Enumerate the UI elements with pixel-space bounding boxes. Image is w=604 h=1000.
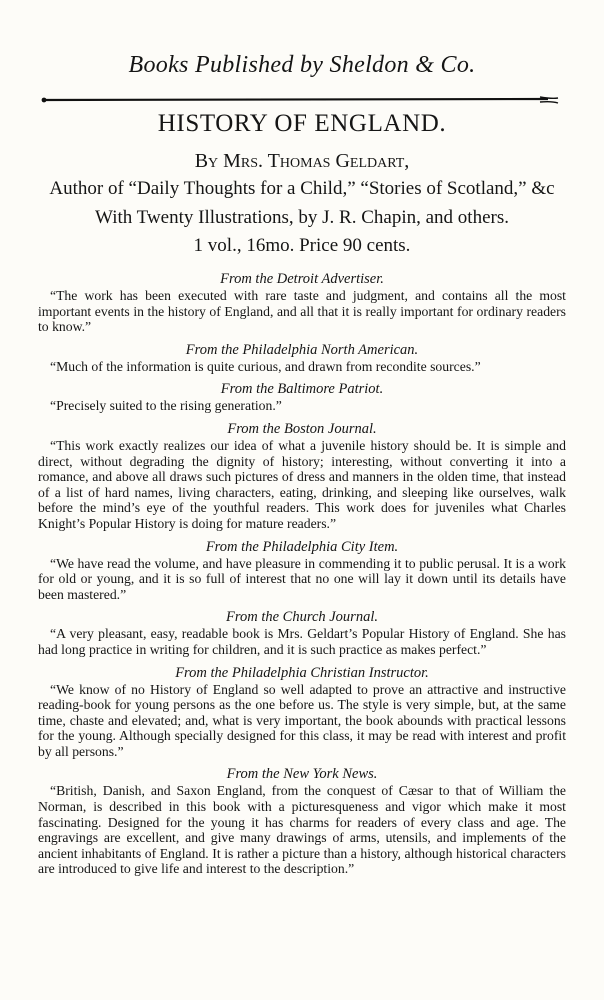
review-christian-instructor	[38, 664, 566, 760]
author-other-works: Author of “Daily Thoughts for a Child,” “Stories of Scotland,” &c	[49, 178, 555, 199]
review-quote: “We know of no History of England so well adapted to prove an attractive and instructive reading-book for young persons as the one before us. The style is very simple, but, at the same time, chaste and elevated; and, what is very important, the book abounds with practical lessons for the young. Although specially designed for this class, it may be read with interest and profit by all persons.”	[38, 681, 566, 759]
review-boston-journal	[38, 420, 566, 532]
review-quote: “We have read the volume, and have pleasure in commending it to public perusal. It is a work for old or young, and it is so full of interest that no one will lay it down until its details have been mastered.”	[38, 555, 566, 602]
review-quote: “A very pleasant, easy, readable book is Mrs. Geldart’s Popular History of England. She has had long practice in writing for children, and it is such practice as makes perfect.”	[38, 626, 566, 657]
book-author: By Mrs. Thomas Geldart,	[194, 150, 410, 172]
review-philadelphia-north-american	[38, 341, 566, 375]
review-quote: “Precisely suited to the rising generation.”	[50, 398, 282, 414]
review-quote: “Much of the information is quite curious, and drawn from recondite sources.”	[50, 358, 481, 374]
review-source: From the Philadelphia City Item.	[205, 538, 399, 555]
review-source: From the Boston Journal.	[227, 420, 377, 437]
review-source: From the New York News.	[226, 766, 378, 783]
review-baltimore-patriot	[38, 380, 566, 414]
review-source: From the Philadelphia Christian Instructor.	[175, 664, 429, 681]
review-quote: “The work has been executed with rare taste and judgment, and contains all the most important events in the history of England, and all that it is really important for ordinary readers to know.”	[38, 288, 566, 335]
review-church-journal	[38, 608, 566, 657]
review-new-york-news	[38, 765, 566, 877]
review-source: From the Detroit Advertiser.	[220, 271, 384, 287]
review-detroit-advertiser	[38, 270, 566, 335]
running-head: Books Published by Sheldon & Co.	[128, 52, 476, 78]
price-line: 1 vol., 16mo. Price 90 cents.	[193, 235, 411, 256]
review-source: From the Baltimore Patriot.	[220, 381, 384, 398]
review-philadelphia-city-item	[38, 538, 566, 603]
review-quote: “British, Danish, and Saxon England, from the conquest of Cæsar to that of William the Norman, is described in this book with a picturesqueness and vigor which make it most fascinating. Designed for the young it has charms for readers of every class and age. The engravings are excellent, and give many drawings of arms, utensils, and implements of the ancient inhabitants of England. It is rather a picture than a history, although historical characters are introduced to give life and interest to the description.”	[38, 783, 566, 877]
book-title: HISTORY OF ENGLAND.	[157, 110, 447, 137]
review-quote: “This work exactly realizes our idea of what a juvenile history should be. It is simple and direct, without degrading the dignity of history; interesting, without converting it into a romance, and above all draws such pictures of dress and manners in the olden time, that instead of a list of hard names, living characters, eating, drinking, and sleeping like ourselves, walk before the mind’s eye of the youthful readers. This work does for juveniles what Charles Knight’s Popular History is doing for mature readers.”	[38, 437, 566, 531]
press-reviews	[38, 270, 566, 883]
ornamental-rule	[40, 96, 560, 104]
review-source: From the Philadelphia North American.	[185, 341, 419, 358]
illustrations-credit: With Twenty Illustrations, by J. R. Chapin, and others.	[95, 207, 509, 228]
review-source: From the Church Journal.	[226, 609, 378, 626]
